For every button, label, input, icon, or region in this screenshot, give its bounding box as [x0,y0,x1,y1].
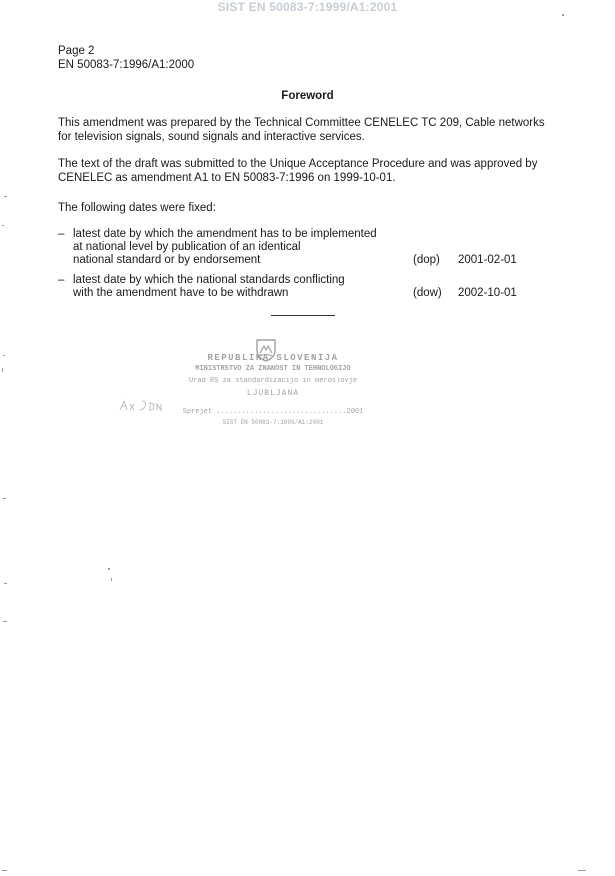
stamp-line-3: Urad RS za standardizacijo in meroslovje [188,377,358,385]
scan-speck [2,870,7,871]
foreword-paragraph-3: The following dates were fixed: [58,202,216,214]
list-dash: – [58,274,65,286]
handwritten-mark [118,398,164,414]
scan-speck [3,498,6,499]
list-dash: – [58,228,65,240]
foreword-paragraph-1: This amendment was prepared by the Technical Committee CENELEC TC 209, Cable networks for television signals, sound signals and interactive services. [58,117,545,143]
stamp-line-5: Sprejet ...............................2001 [182,408,364,416]
scan-speck [2,225,4,226]
section-end-rule [271,315,335,316]
foreword-paragraph-2: The text of the draft was submitted to the Unique Acceptance Procedure and was approved by CENELEC as amendment A1 to EN 50083-7:1996 on 1999-10-01. [58,158,538,184]
stamp-line-4: LJUBLJANA [246,389,300,398]
date-item-abbreviation: (dop) [413,254,440,266]
date-item-description [73,274,403,300]
scan-speck [4,583,7,584]
date-item-line: at national level by publication of an identical [73,241,301,253]
scan-speck [3,355,5,356]
page-number: Page 2 [58,45,95,57]
scan-speck [111,578,112,581]
date-item-date: 2001-02-01 [458,254,517,266]
office-stamp [178,338,368,433]
date-item-abbreviation: (dow) [413,287,442,299]
scan-speck [108,568,110,570]
foreword-title: Foreword [281,90,334,102]
page-header [58,44,194,72]
stamp-line-6: SIST EN 50083-7:1999/A1:2001 [222,419,324,426]
document-id: EN 50083-7:1996/A1:2000 [58,59,195,71]
stamp-line-2: MINISTRSTVO ZA ZNANOST IN TEHNOLOGIJO [195,365,351,373]
scan-speck [3,621,7,622]
scan-speck [2,368,3,372]
date-item-line: with the amendment have to be withdrawn [73,287,289,299]
date-item-dow [58,274,528,302]
document-watermark: SIST EN 50083-7:1999/A1:2001 [217,0,398,14]
date-item-dop [58,228,528,268]
scan-speck [562,14,564,16]
date-item-date: 2002-10-01 [458,287,517,299]
scan-speck [578,870,586,871]
date-item-line: national standard or by endorsement [73,254,261,266]
date-item-line: latest date by which the amendment has to be implemented [73,228,377,240]
scan-speck [4,196,7,197]
date-item-line: latest date by which the national standards conflicting [73,274,345,286]
stamp-line-1: REPUBLIKA SLOVENIJA [207,353,339,363]
date-item-description [73,228,403,267]
